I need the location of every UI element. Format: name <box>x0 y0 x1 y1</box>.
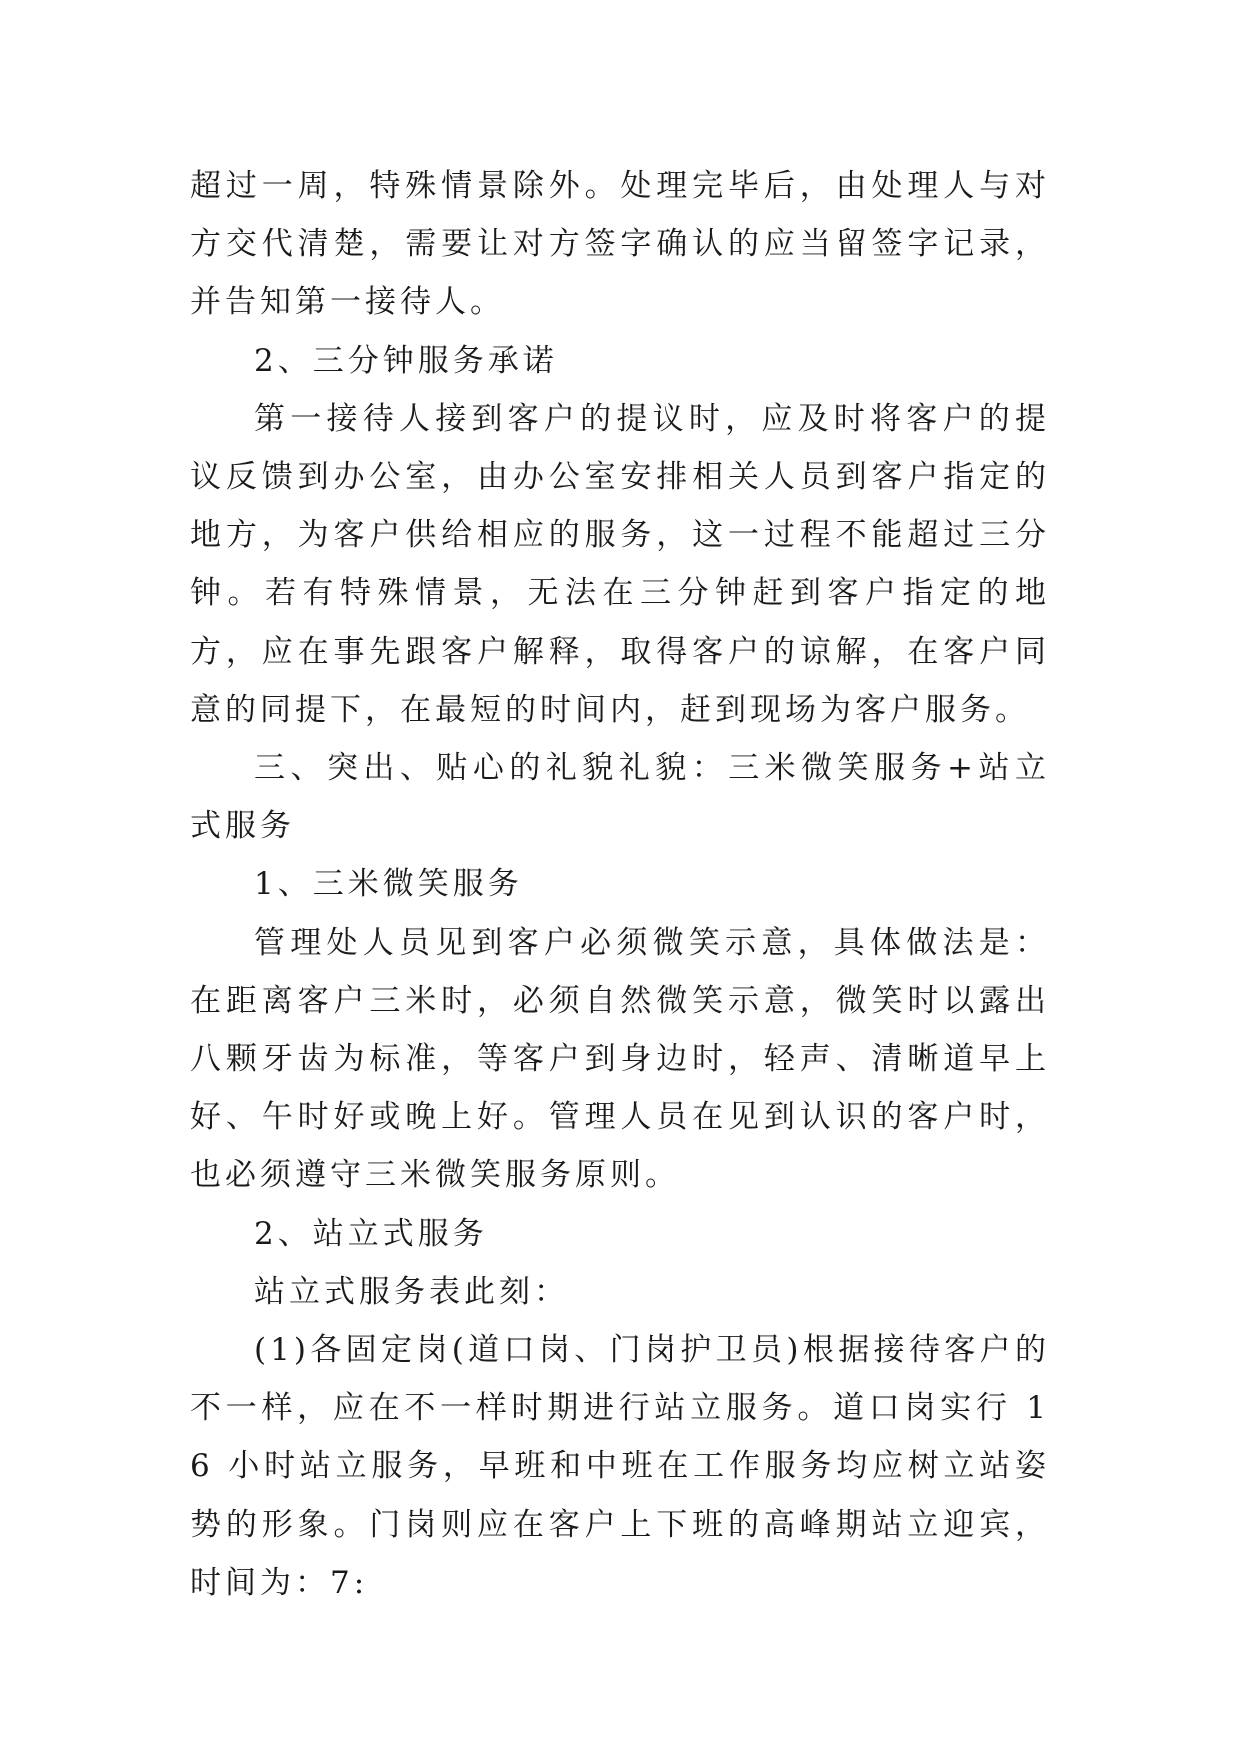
section-heading-standing-service: 2、站立式服务 <box>254 1215 488 1252</box>
paragraph-continued: 超过一周，特殊情景除外。处理完毕后，由处理人与对方交代清楚，需要让对方签字确认的应当留签字记录，并告知第一接待人。 <box>190 168 1050 321</box>
paragraph-standing-service-intro: 站立式服务表此刻： <box>254 1273 569 1310</box>
section-heading-three-minute-service: 2、三分钟服务承诺 <box>254 342 558 379</box>
document-body <box>190 157 1050 1612</box>
paragraph-three-meter-smile: 管理处人员见到客户必须微笑示意，具体做法是：在距离客户三米时，必须自然微笑示意，微笑时以露出八颗牙齿为标准，等客户到身边时，轻声、清晰道早上好、午时好或晚上好。管理人员在见到认识的客户时，也必须遵守三米微笑服务原则。 <box>190 924 1050 1194</box>
section-heading-courtesy: 三、突出、贴心的礼貌礼貌：三米微笑服务+站立式服务 <box>190 750 1050 845</box>
paragraph-standing-service-item-1: (1)各固定岗(道口岗、门岗护卫员)根据接待客户的不一样，应在不一样时期进行站立服务。道口岗实行 16 小时站立服务，早班和中班在工作服务均应树立站姿势的形象。门岗则应在客户上下班的高峰期站立迎宾，时间为：7: <box>190 1332 1050 1601</box>
section-heading-three-meter-smile: 1、三米微笑服务 <box>254 866 523 903</box>
paragraph-three-minute-service: 第一接待人接到客户的提议时，应及时将客户的提议反馈到办公室，由办公室安排相关人员到客户指定的地方，为客户供给相应的服务，这一过程不能超过三分钟。若有特殊情景，无法在三分钟赶到客户指定的地方，应在事先跟客户解释，取得客户的谅解，在客户同意的同提下，在最短的时间内，赶到现场为客户服务。 <box>190 400 1050 728</box>
